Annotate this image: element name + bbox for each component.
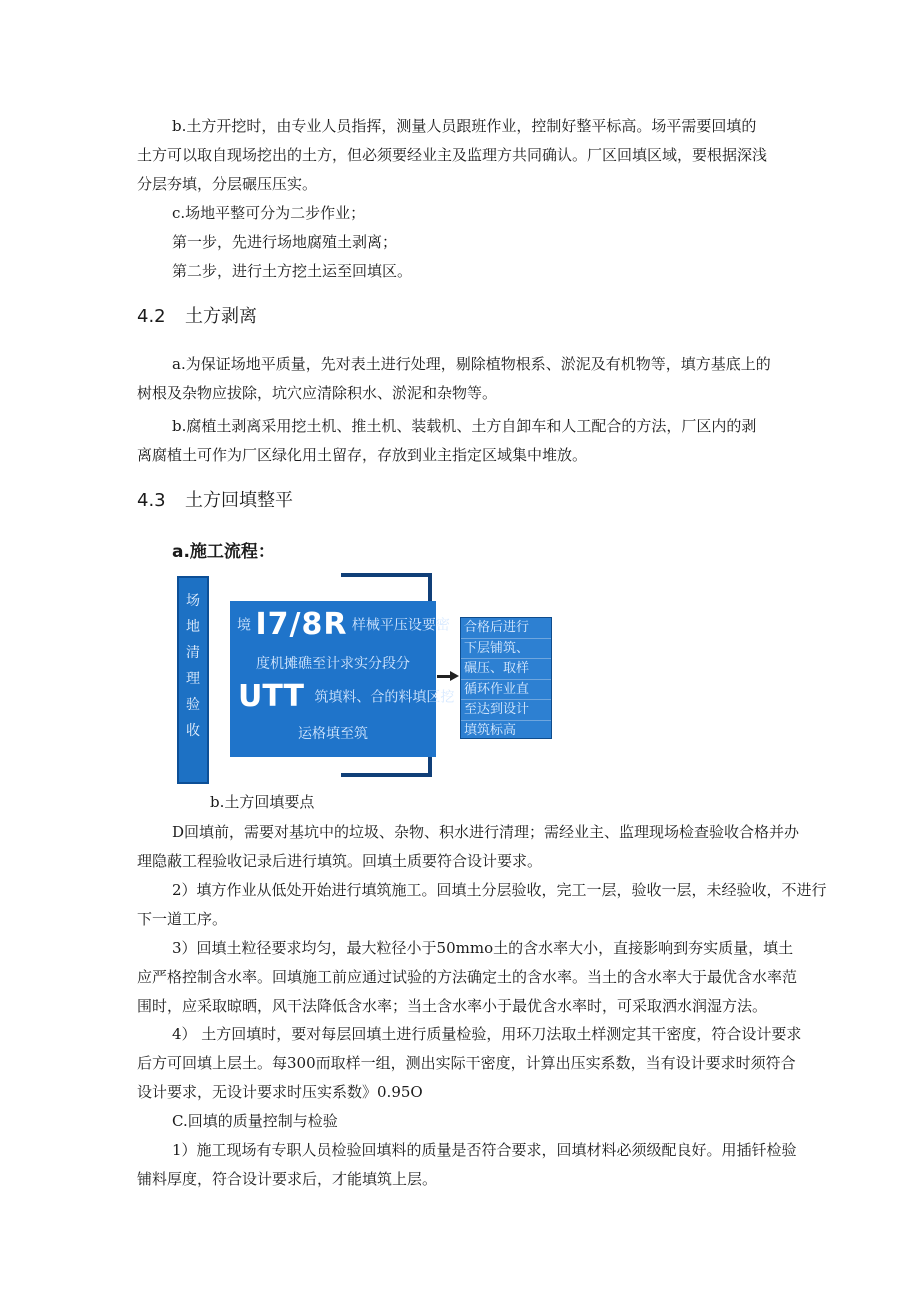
flow-char: 清 (186, 645, 200, 661)
main-row-2: 度机摊礁至计求实分段分 (256, 656, 410, 672)
text-line: b.土方开挖时，由专业人员指挥，测量人员跟班作业，控制好整平标高。场平需要回填的 (172, 117, 757, 135)
text-line: a.为保证场地平质量，先对表土进行处理，剔除植物根系、淤泥及有机物等，填方基底上的 (172, 355, 771, 373)
bracket-top (341, 573, 432, 577)
text-line: 第二步，进行土方挖土运至回填区。 (172, 262, 413, 280)
section-title: 土方剥离 (185, 306, 257, 327)
text-line: 设计要求，无设计要求时压实系数》0.95O (137, 1083, 423, 1101)
main-row-4: 运格填至筑 (298, 726, 368, 742)
text-line: 分层夯填，分层碾压压实。 (137, 175, 318, 193)
text-line: 土方可以取自现场挖出的土方，但必须要经业主及监理方共同确认。厂区回填区域，要根据深浅 (137, 146, 768, 164)
flow-char: 验 (186, 697, 200, 713)
flow-title: a.施工流程： (172, 542, 275, 562)
flow-char: 理 (186, 671, 200, 687)
bracket-bottom (341, 773, 432, 777)
text-line: 离腐植土可作为厂区绿化用土留存，存放到业主指定区域集中堆放。 (137, 446, 588, 464)
text-line: 1）施工现场有专职人员检验回填料的质量是否符合要求，回填材料必须级配良好。用插钎检验 (172, 1141, 797, 1159)
backfill-points-title (210, 788, 510, 817)
section-number: 4.2 (137, 306, 166, 327)
main-row-1-big: I7/8R (255, 607, 348, 642)
text-line: 树根及杂物应拔除，坑穴应清除积水、淤泥和杂物等。 (137, 384, 498, 402)
text-line: 应严格控制含水率。回填施工前应通过试验的方法确定土的含水率。当土的含水率大于最优含水率范 (137, 968, 798, 986)
quality-control-title (137, 1107, 787, 1136)
text-line: 4） 土方回填时，要对每层回填土进行质量检验，用环刀法取土样测定其干密度，符合设计要求 (172, 1025, 802, 1043)
text-line: 第一步，先进行场地腐殖土剥离； (172, 233, 398, 251)
text-line: 下一道工序。 (137, 910, 228, 928)
flow-line: 下层铺筑、 (461, 639, 551, 660)
main-row-3-suffix: 筑填料、合的料填区挖 (314, 689, 455, 706)
flow-step-site-clearing (177, 576, 209, 784)
flow-line: 循环作业直 (461, 680, 551, 701)
text-line: 后方可回填上层土。每300而取样一组，测出实际干密度，计算出压实系数，当有设计要求时须符合 (137, 1054, 796, 1072)
flow-char: 收 (186, 723, 200, 739)
text-line: c.场地平整可分为二步作业； (172, 204, 366, 222)
paragraph-c-steps (137, 199, 787, 286)
backfill-item-3 (137, 934, 798, 1021)
text-line: 围时，应采取晾晒，风干法降低含水率；当土含水率小于最优含水率时，可采取洒水润湿方法。 (137, 997, 768, 1015)
main-row-3 (238, 679, 455, 714)
main-row-1 (237, 607, 450, 642)
flow-line: 碾压、取样 (461, 659, 551, 680)
text-line: 理隐蔽工程验收记录后进行填筑。回填土质要符合设计要求。 (137, 852, 543, 870)
section-number: 4.3 (137, 490, 166, 511)
arrow-right-icon (450, 671, 459, 681)
main-row-1-suffix: 样械平压设要密 (351, 617, 450, 634)
text-line: D回填前，需要对基坑中的垃圾、杂物、积水进行清理；需经业主、监理现场检查验收合格并办 (172, 823, 800, 841)
quality-control-item-1 (137, 1136, 797, 1194)
flow-char: 地 (186, 619, 200, 635)
text-line: 2）填方作业从低处开始进行填筑施工。回填土分层验收，完工一层，验收一层，未经验收，不进行 (172, 881, 827, 899)
arrow-shaft (437, 675, 451, 678)
text-line: b.土方回填要点 (210, 793, 315, 811)
section-heading-4-2 (137, 302, 257, 328)
paragraph-4-2-a (137, 350, 787, 408)
text-line: C.回填的质量控制与检验 (172, 1112, 338, 1130)
backfill-item-4 (137, 1020, 802, 1107)
flow-line: 合格后进行 (461, 618, 551, 639)
construction-flow-diagram (175, 570, 560, 785)
main-row-3-big: UTT (238, 679, 304, 714)
text-line: b.腐植土剥离采用挖土机、推土机、装载机、土方自卸车和人工配合的方法，厂区内的剥 (172, 417, 757, 435)
paragraph-b-excavation (137, 112, 787, 199)
flow-char: 场 (186, 593, 200, 609)
text-line: 铺料厚度，符合设计要求后，才能填筑上层。 (137, 1170, 438, 1188)
section-heading-4-3 (137, 486, 293, 512)
flow-step-next-layer (460, 617, 552, 739)
text-line: 3）回填土粒径要求均匀，最大粒径小于50mmo土的含水率大小，直接影响到夯实质量，填土 (172, 939, 794, 957)
backfill-item-1 (137, 818, 800, 876)
backfill-item-2 (137, 876, 827, 934)
flow-line: 至达到设计 (461, 700, 551, 721)
flow-step-filling (230, 601, 455, 757)
main-row-1-prefix: 境 (237, 617, 251, 634)
paragraph-4-2-b (137, 412, 787, 470)
flow-line: 填筑标高 (464, 722, 517, 738)
section-title: 土方回填整平 (185, 490, 293, 511)
